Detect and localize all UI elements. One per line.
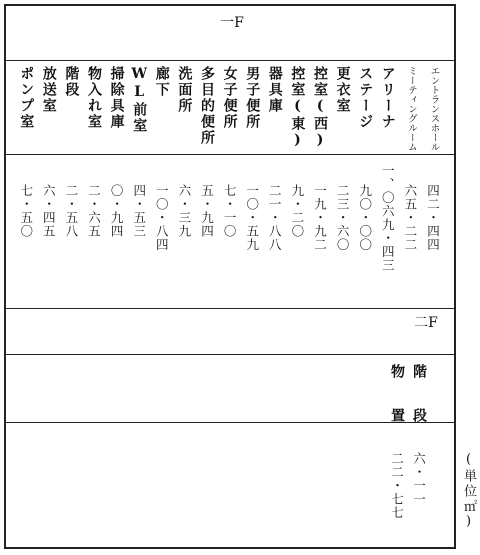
floor-1-room-name: 洗面所 (176, 66, 193, 114)
floor-1-room-area: 六・三九 (176, 184, 192, 238)
floor-1-room-area: 一九・九二 (312, 184, 328, 252)
floor-1-room-area: 六五・二二 (402, 184, 418, 252)
floor-1-room-area: 七・一〇 (222, 184, 238, 238)
row-divider (6, 422, 454, 423)
floor-1-room-area: 〇・九四 (109, 184, 125, 238)
floor-1-room-area: 四二・四四 (425, 184, 441, 252)
floor-1-room-name: エントランスホール (428, 66, 440, 152)
floor-2-area-stairs: 六・一一 (411, 452, 427, 506)
floor-1-room-name: 更衣室 (334, 66, 351, 114)
floor-1-room-name: 男子便所 (244, 66, 261, 130)
floor-1-room-name: 廊下 (153, 66, 170, 98)
floor-1-room-area: 二三・六〇 (335, 184, 351, 252)
floor-1-room-area: 一〇・八四 (154, 184, 170, 252)
area-table (4, 4, 456, 549)
floor-1-room-name: 器具庫 (266, 66, 283, 114)
floor-1-room-area: 五・九四 (199, 184, 215, 238)
floor-1-room-name: 階段 (63, 66, 80, 98)
floor-1-room-area: 七・五〇 (18, 184, 34, 238)
floor-1-room-area: 一〇・五九 (244, 184, 260, 252)
floor-1-room-name: ステージ (357, 66, 374, 130)
floor-1-room-name: 控室(西) (312, 66, 328, 150)
unit-note: (単位㎡) (461, 452, 476, 531)
floor-1-room-area: 九〇・〇〇 (357, 184, 373, 252)
floor-1-room-area: 二・六五 (86, 184, 102, 238)
floor-2-room-stairs: 階段 (411, 364, 427, 452)
floor-1-room-name: 物入れ室 (86, 66, 102, 130)
floor-1-label: 一F (220, 15, 244, 31)
floor-1-room-area: 九・二〇 (289, 184, 305, 238)
row-divider (6, 354, 454, 355)
floor-1-room-name: 女子便所 (221, 66, 238, 130)
floor-1-room-name: ポンプ室 (18, 66, 35, 130)
floor-2-area-storage: 二二・七七 (389, 452, 405, 520)
floor-1-room-name: 掃除具庫 (108, 66, 125, 130)
floor-1-room-name: アリーナ (379, 66, 396, 130)
floor-2-label: 二F (414, 315, 438, 331)
floor-1-room-name: 控室(東) (289, 66, 306, 150)
floor-1-room-name: 多目的便所 (199, 66, 215, 146)
floor-2-room-storage: 物置 (389, 364, 405, 452)
floor-1-room-area: 二・五八 (63, 184, 79, 238)
floor-1-room-area: 一、〇六九・四三 (380, 164, 396, 272)
floor-1-room-name: 放送室 (40, 66, 57, 114)
floor-1-room-area: 六・四五 (41, 184, 57, 238)
floor-1-room-name: WL前室 (131, 66, 148, 134)
floor-1-room-name: ミーティングルーム (405, 66, 417, 152)
row-divider (6, 154, 454, 155)
floor-1-room-area: 四・五三 (131, 184, 147, 238)
row-divider (6, 60, 454, 61)
floor-1-room-area: 二一・八八 (267, 184, 283, 252)
row-divider (6, 308, 454, 309)
